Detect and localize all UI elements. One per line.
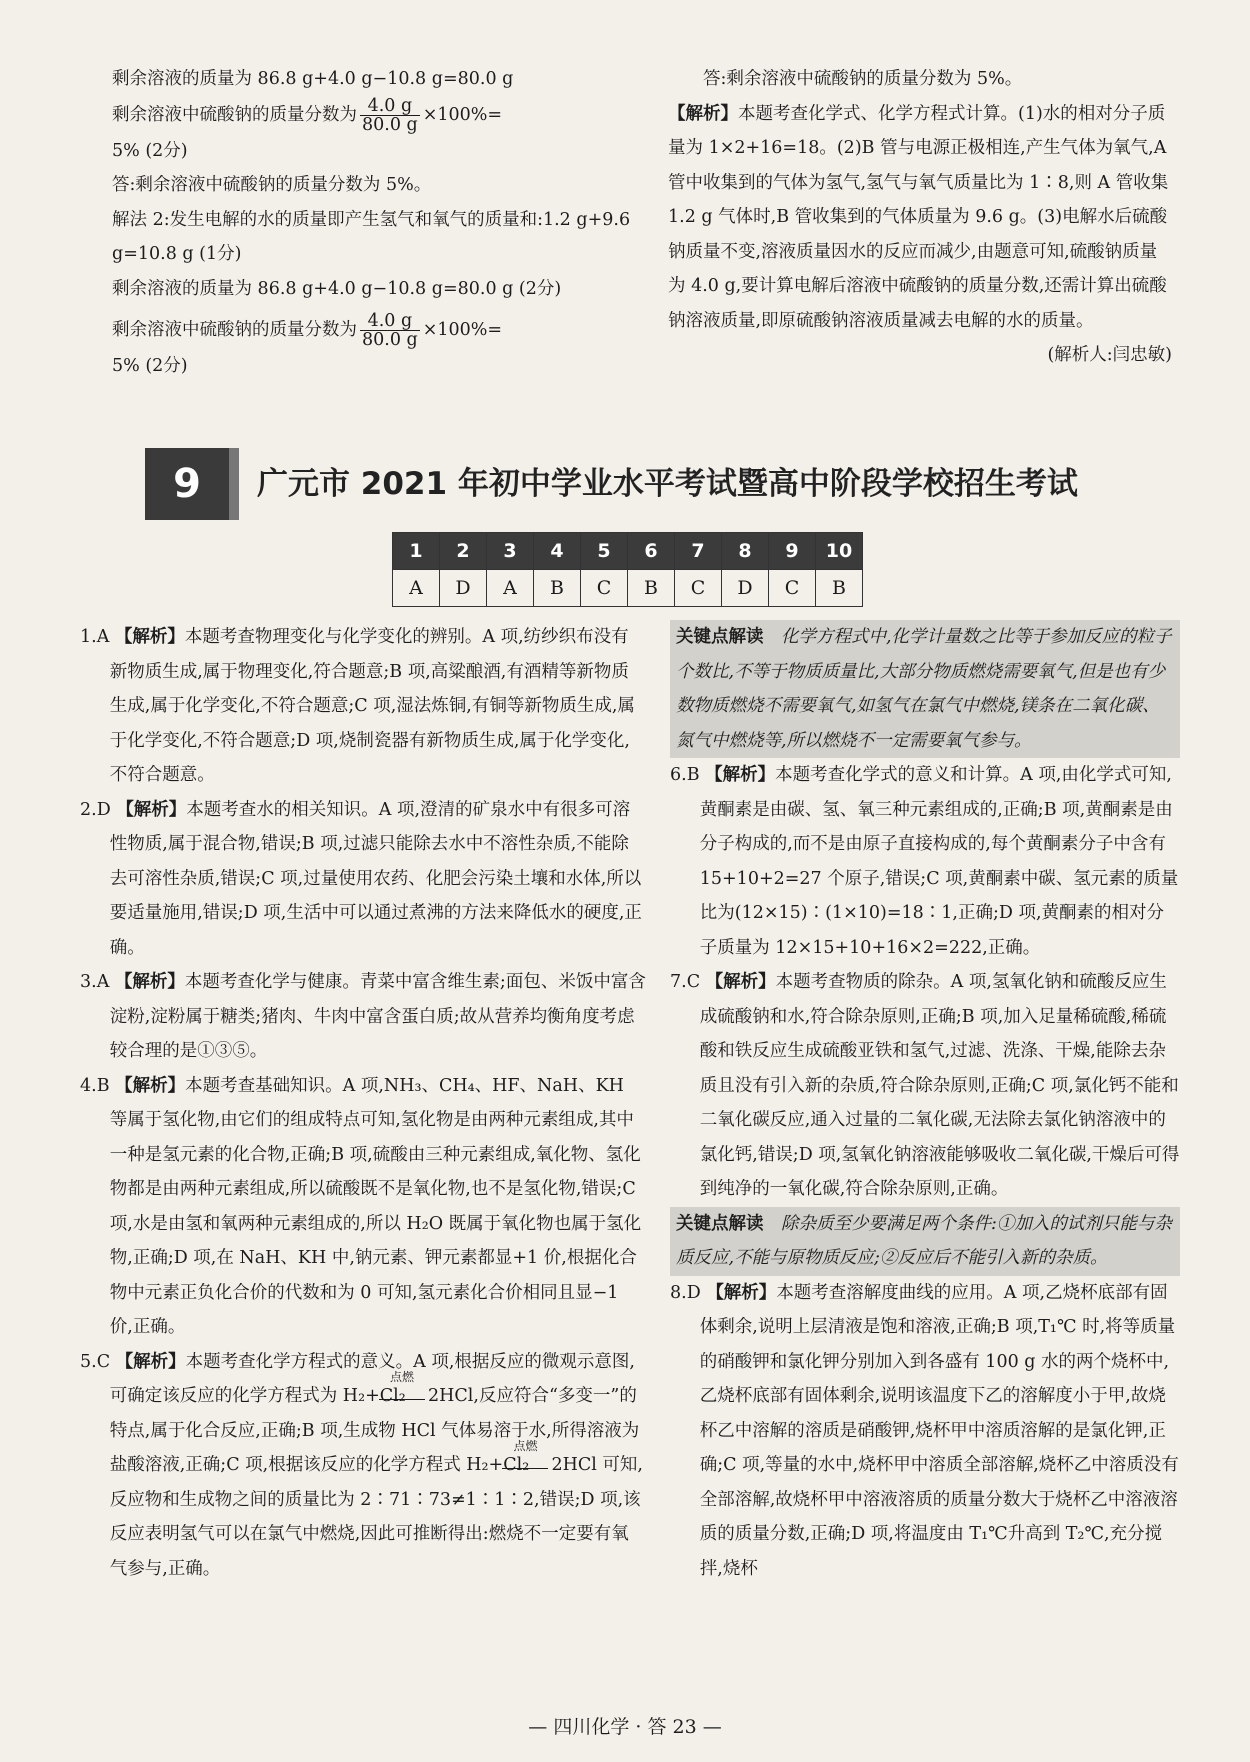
bottom-right-column — [670, 620, 1180, 1586]
answer-cell: B — [628, 570, 675, 607]
key-point-box: 关键点解读 化学方程式中,化学计量数之比等于参加反应的粒子个数比,不等于物质质量比,大部分物质燃烧需要氧气,但是也有少数物质燃烧不需要氧气,如氢气在氯气中燃烧,镁条在二氧化碳、氮气中燃烧等,所以燃烧不一定需要氧气参与。 — [670, 620, 1180, 758]
analysis-paragraph: 【解析】本题考查化学式、化学方程式计算。(1)水的相对分子质量为 1×2+16=18。(2)B 管与电源正极相连,产生气体为氧气,A 管中收集到的气体为氢气,氢气与氧气质量比为 1∶8,则 A 管收集 1.2 g 气体时,B 管收集到的气体质量为 9.6 g。(3)电解水后硫酸钠质量不变,溶液质量因水的反应而减少,由题意可知,硫酸钠质量为 4.0 g,要计算电解后溶液中硫酸钠的质量分数,还需计算出硫酸钠溶液质量,即原硫酸钠溶液质量减去电解的水的质量。 — [668, 103, 1169, 331]
answer-cell: C — [769, 570, 816, 607]
answer-item: 3.A 【解析】本题考查化学与健康。青菜中富含维生素;面包、米饭中富含淀粉,淀粉属于糖类;猪肉、牛肉中富含蛋白质;故从营养均衡角度考虑较合理的是①③⑤。 — [80, 972, 646, 1061]
text-line: 5% (2分) — [112, 140, 188, 161]
text-line: 解法 2:发生电解的水的质量即产生氢气和氧气的质量和:1.2 g+9.6 g=10.8 g (1分) — [112, 209, 631, 264]
section-title: 广元市 2021 年初中学业水平考试暨高中阶段学校招生考试 — [257, 466, 1078, 502]
analyst: (解析人:闫忠敏) — [1047, 345, 1172, 365]
text-line: 剩余溶液的质量为 86.8 g+4.0 g−10.8 g=80.0 g — [112, 69, 514, 89]
reaction-condition: 点燃 — [532, 1448, 548, 1483]
answer-cell: D — [440, 570, 487, 607]
fraction: $\frac{4.0 g}{80.0 g}$ — [362, 95, 418, 135]
answer-item: 2.D 【解析】本题考查水的相关知识。A 项,澄清的矿泉水中有很多可溶性物质,属于混合物,错误;B 项,过滤只能除去水中不溶性杂质,不能除去可溶性杂质,错误;C 项,过量使用农药、化肥会污染土壤和水体,所以要适量施用,错误;D 项,生活中可以通过煮沸的方法来降低水的硬度,正确。 — [80, 799, 642, 958]
section-number: 9 — [145, 448, 229, 520]
section-heading — [145, 448, 1175, 520]
fraction: $\frac{4.0 g}{80.0 g}$ — [362, 311, 418, 350]
answer-item: 6.B 【解析】本题考查化学式的意义和计算。A 项,由化学式可知,黄酮素是由碳、氢、氧三种元素组成的,正确;B 项,黄酮素是由分子构成的,而不是由原子直接构成的,每个黄酮素分子中含有 15+10+2=27 个原子,错误;C 项,黄酮素中碳、氢元素的质量比为(12×15)∶(1×10)=18∶1,正确;D 项,黄酮素的相对分子质量为 12×15+10+16×2=222,正确。 — [670, 765, 1179, 958]
question-number: 6 — [628, 533, 675, 570]
fraction-line: 剩余溶液中硫酸钠的质量分数为 $\frac{4.0 g}{80.0 g}$ ×100%= — [112, 95, 503, 135]
text-line: 剩余溶液的质量为 86.8 g+4.0 g−10.8 g=80.0 g (2分) — [112, 278, 562, 299]
analysis-tag: 【解析】 — [668, 103, 738, 124]
text-line: 答:剩余溶液中硫酸钠的质量分数为 5%。 — [112, 175, 432, 195]
question-number: 3 — [487, 533, 534, 570]
question-number: 10 — [816, 533, 863, 570]
answer-item: 4.B 【解析】本题考查基础知识。A 项,NH₃、CH₄、HF、NaH、KH 等属于氢化物,由它们的组成特点可知,氢化物是由两种元素组成,其中一种是氢元素的化合物,正确;B 项,硫酸由三种元素组成,氧化物、氢化物都是由两种元素组成,所以硫酸既不是氧化物,也不是氢化物,错误;C 项,水是由氢和氧两种元素组成的,所以 H₂O 既属于氧化物也属于氢化物,正确;D 项,在 NaH、KH 中,钠元素、钾元素都显+1 价,根据化合物中元素正负化合价的代数和为 0 可知,氢元素化合价相同且显−1 价,正确。 — [80, 1075, 642, 1337]
question-number: 7 — [675, 533, 722, 570]
answer-cell: A — [487, 570, 534, 607]
answer-item: 7.C 【解析】本题考查物质的除杂。A 项,氢氧化钠和硫酸反应生成硫酸钠和水,符合除杂原则,正确;B 项,加入足量稀硫酸,稀硫酸和铁反应生成硫酸亚铁和氢气,过滤、洗涤、干燥,能除去杂质且没有引入新的杂质,符合除杂原则,正确;C 项,氯化钙不能和二氧化碳反应,通入过量的二氧化碳,无法除去氯化钠溶液中的氯化钙,错误;D 项,氢氧化钠溶液能够吸收二氧化碳,干燥后可得到纯净的一氧化碳,符合除杂原则,正确。 — [670, 972, 1180, 1199]
text-line: 5% (2分) — [112, 356, 188, 376]
text-line: 答:剩余溶液中硫酸钠的质量分数为 5%。 — [703, 69, 1023, 89]
top-left-column — [112, 62, 632, 384]
fraction-line: 剩余溶液中硫酸钠的质量分数为 $\frac{4.0 g}{80.0 g}$ ×100%= — [112, 311, 503, 350]
question-number: 2 — [440, 533, 487, 570]
answer-cell: D — [722, 570, 769, 607]
question-number: 4 — [534, 533, 581, 570]
answer-table — [392, 532, 863, 607]
question-number: 9 — [769, 533, 816, 570]
page-footer: — 四川化学 · 答 23 — — [528, 1716, 722, 1738]
answer-cell: B — [534, 570, 581, 607]
answer-cell: C — [581, 570, 628, 607]
question-number: 1 — [393, 533, 440, 570]
answer-cell: B — [816, 570, 863, 607]
answer-cell: C — [675, 570, 722, 607]
reaction-condition: 点燃 — [409, 1379, 425, 1414]
top-right-column — [668, 62, 1172, 373]
question-number: 8 — [722, 533, 769, 570]
answer-table-header — [393, 533, 863, 570]
badge-decoration — [229, 448, 239, 520]
answer-table-row — [393, 570, 863, 607]
bottom-left-column — [80, 620, 646, 1586]
answer-item: 8.D 【解析】本题考查溶解度曲线的应用。A 项,乙烧杯底部有固体剩余,说明上层清液是饱和溶液,正确;B 项,T₁℃ 时,将等质量的硝酸钾和氯化钾分别加入到各盛有 100 g 水的两个烧杯中,乙烧杯底部有固体剩余,说明该温度下乙的溶解度小于甲,故烧杯乙中溶解的溶质是硝酸钾,烧杯甲中溶质溶解的是氯化钾,正确;C 项,等量的水中,烧杯甲中溶质全部溶解,烧杯乙中溶质没有全部溶解,故烧杯甲中溶液溶质的质量分数大于烧杯乙中溶液溶质的质量分数,正确;D 项,将温度由 T₁℃升高到 T₂℃,充分搅拌,烧杯 — [670, 1282, 1179, 1579]
question-number: 5 — [581, 533, 628, 570]
key-point-box: 关键点解读 除杂质至少要满足两个条件:①加入的试剂只能与杂质反应,不能与原物质反应;②反应后不能引入新的杂质。 — [670, 1207, 1180, 1276]
answer-cell: A — [393, 570, 440, 607]
answer-item: 5.C 【解析】本题考查化学方程式的意义。A 项,根据反应的微观示意图,可确定该反应的化学方程式为 H₂+Cl₂ 点燃 2HCl,反应符合“多变一”的特点,属于化合反应,正确;B 项,生成物 HCl 气体易溶于水,所得溶液为盐酸溶液,正确;C 项,根据该反应的化学方程式 H₂+Cl₂ 点燃 2HCl 可知,反应物和生成物之间的质量比为 2∶71∶73≠1∶1∶2,错误;D 项,该反应表明氢气可以在氯气中燃烧,因此可推断得出:燃烧不一定要有氧气参与,正确。 — [80, 1351, 643, 1579]
answer-item: 1.A 【解析】本题考查物理变化与化学变化的辨别。A 项,纺纱织布没有新物质生成,属于物理变化,符合题意;B 项,高粱酿酒,有酒精等新物质生成,属于化学变化,不符合题意;C 项,湿法炼铜,有铜等新物质生成,属于化学变化,不符合题意;D 项,烧制瓷器有新物质生成,属于化学变化,不符合题意。 — [80, 627, 635, 785]
